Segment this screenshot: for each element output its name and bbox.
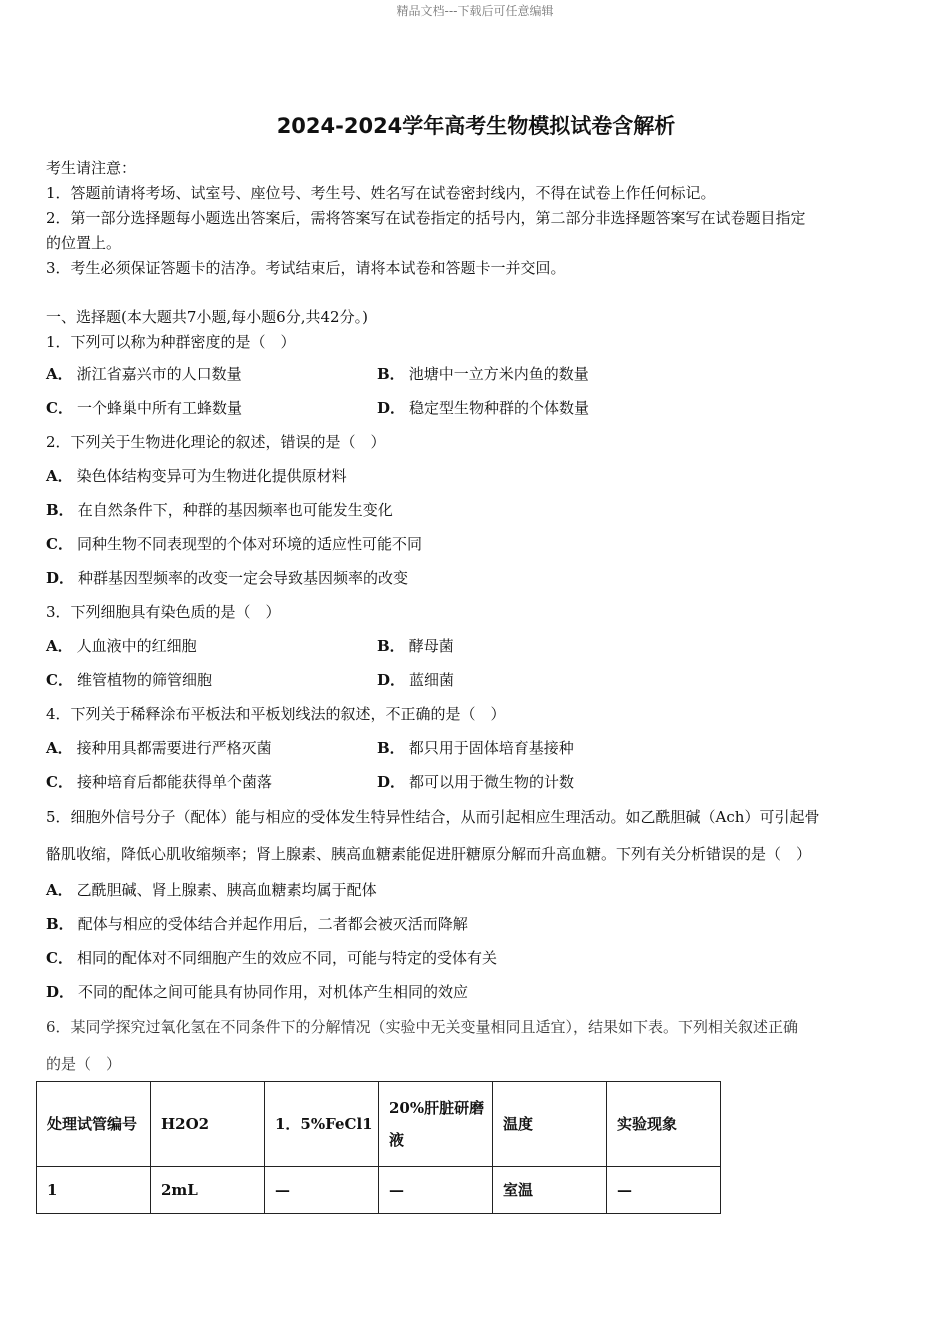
- section-heading: 一、选择题(本大题共7小题,每小题6分,共42分。): [46, 308, 368, 326]
- question-5-stem-cont: 骼肌收缩，降低心肌收缩频率；肾上腺素、胰高血糖素能促进肝糖原分解而升高血糖。下列有关分析错误的是（ ）: [46, 845, 812, 863]
- question-2-option-d: D． 种群基因型频率的改变一定会导致基因频率的改变: [46, 569, 409, 587]
- notice-item: 的位置上。: [46, 234, 122, 252]
- page-title: 2024-2024学年高考生物模拟试卷含解析: [276, 114, 676, 138]
- choice-section: [46, 305, 906, 1083]
- table-header-cell: 20%肝脏研磨液: [379, 1082, 493, 1167]
- question-1-stem: 1．下列可以称为种群密度的是（ ）: [46, 333, 296, 351]
- table-header-cell: 处理试管编号: [37, 1082, 151, 1167]
- question-3-option-a: A． 人血液中的红细胞: [46, 637, 197, 655]
- question-4-stem: 4．下列关于稀释涂布平板法和平板划线法的叙述，不正确的是（ ）: [46, 705, 506, 723]
- table-cell: 1: [37, 1167, 151, 1214]
- question-4-options-row: [46, 765, 906, 799]
- experiment-table: [36, 1081, 721, 1214]
- question-2-option-a: A． 染色体结构变异可为生物进化提供原材料: [46, 467, 347, 485]
- question-1-options-row: [46, 357, 906, 391]
- notice-item: 1．答题前请将考场、试室号、座位号、考生号、姓名写在试卷密封线内，不得在试卷上作任何标记。: [46, 184, 716, 202]
- table-header-cell: H2O2: [151, 1082, 265, 1167]
- notice-item: 3．考生必须保证答题卡的洁净。考试结束后，请将本试卷和答题卡一并交回。: [46, 259, 566, 277]
- table-header-row: [37, 1082, 721, 1167]
- question-1-option-a: A． 浙江省嘉兴市的人口数量: [46, 365, 242, 383]
- question-6-stem-cont: 的是（ ）: [46, 1055, 122, 1073]
- document-page: [46, 110, 906, 1083]
- question-6-stem: 6．某同学探究过氧化氢在不同条件下的分解情况（实验中无关变量相同且适宜），结果如下表。下列相关叙述正确: [46, 1018, 799, 1036]
- question-5-option-b: B． 配体与相应的受体结合并起作用后，二者都会被灭活而降解: [46, 915, 468, 933]
- question-4-options-row: [46, 731, 906, 765]
- table-row: [37, 1167, 721, 1214]
- table-cell: 2mL: [151, 1167, 265, 1214]
- question-5-stem: 5．细胞外信号分子（配体）能与相应的受体发生特异性结合，从而引起相应生理活动。如乙酰胆碱（Ach）可引起骨: [46, 808, 820, 826]
- question-3-stem: 3．下列细胞具有染色质的是（ ）: [46, 603, 281, 621]
- table-cell: 室温: [493, 1167, 607, 1214]
- question-3-options-row: [46, 663, 906, 697]
- question-1-option-d: D． 稳定型生物种群的个体数量: [377, 399, 590, 417]
- question-3-option-b: B． 酵母菌: [377, 637, 454, 655]
- question-2-option-c: C． 同种生物不同表现型的个体对环境的适应性可能不同: [46, 535, 422, 553]
- notice-block: [46, 156, 906, 281]
- question-5-option-a: A． 乙酰胆碱、肾上腺素、胰高血糖素均属于配体: [46, 881, 377, 899]
- question-4-option-a: A． 接种用具都需要进行严格灭菌: [46, 739, 272, 757]
- table-header-cell: 温度: [493, 1082, 607, 1167]
- table-cell: —: [379, 1167, 493, 1214]
- question-3-option-d: D． 蓝细菌: [377, 671, 455, 689]
- question-5-option-c: C． 相同的配体对不同细胞产生的效应不同，可能与特定的受体有关: [46, 949, 497, 967]
- table-cell: —: [265, 1167, 379, 1214]
- question-1-options-row: [46, 391, 906, 425]
- question-1-option-c: C． 一个蜂巢中所有工蜂数量: [46, 399, 242, 417]
- question-4-option-d: D． 都可以用于微生物的计数: [377, 773, 575, 791]
- table-header-cell: 1．5%FeCl1: [265, 1082, 379, 1167]
- question-4-option-c: C． 接种培育后都能获得单个菌落: [46, 773, 272, 791]
- question-3-options-row: [46, 629, 906, 663]
- notice-item: 2．第一部分选择题每小题选出答案后，需将答案写在试卷指定的括号内，第二部分非选择题答案写在试卷题目指定: [46, 209, 806, 227]
- question-3-option-c: C． 维管植物的筛管细胞: [46, 671, 212, 689]
- question-5-option-d: D． 不同的配体之间可能具有协同作用，对机体产生相同的效应: [46, 983, 469, 1001]
- watermark: 精品文档---下载后可任意编辑: [396, 4, 554, 18]
- table-cell: —: [607, 1167, 721, 1214]
- question-4-option-b: B． 都只用于固体培育基接种: [377, 739, 574, 757]
- table-header-cell: 实验现象: [607, 1082, 721, 1167]
- question-1-option-b: B． 池塘中一立方米内鱼的数量: [377, 365, 589, 383]
- notice-heading: 考生请注意：: [46, 159, 137, 177]
- question-2-stem: 2．下列关于生物进化理论的叙述，错误的是（ ）: [46, 433, 386, 451]
- question-2-option-b: B． 在自然条件下，种群的基因频率也可能发生变化: [46, 501, 393, 519]
